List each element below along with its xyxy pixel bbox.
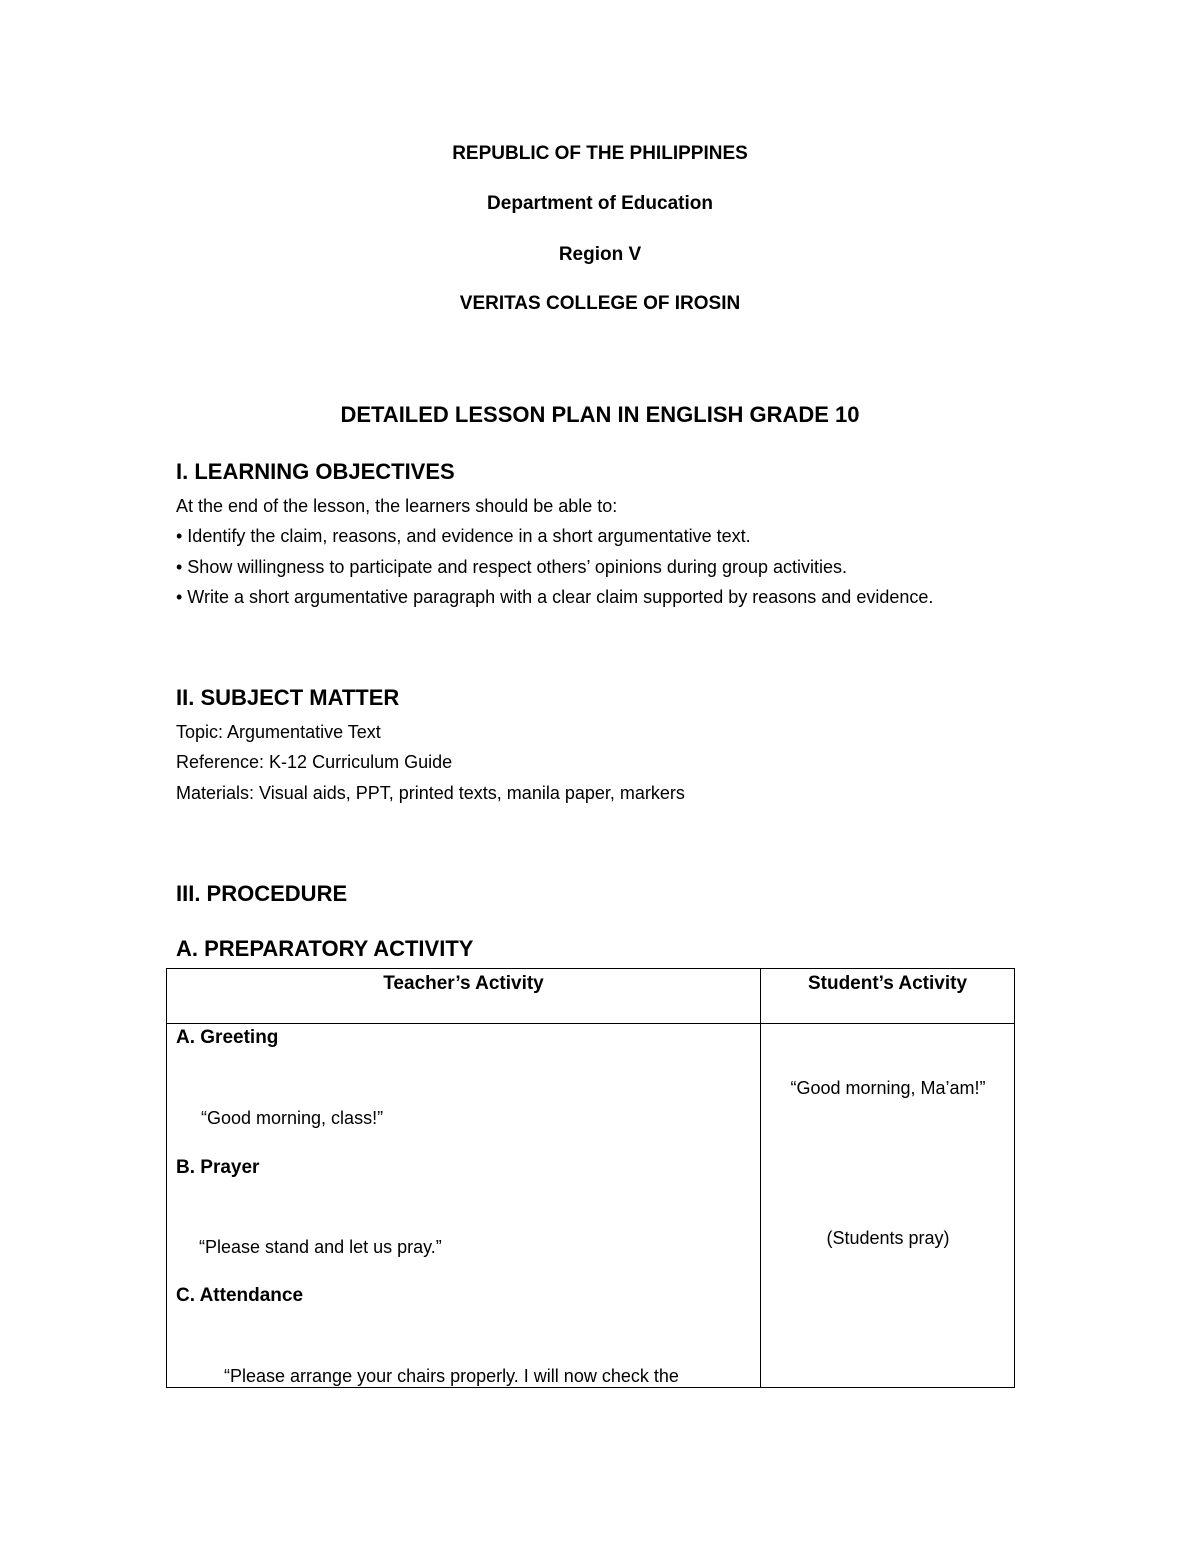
activity-table bbox=[166, 968, 1015, 1388]
header-region: Region V bbox=[558, 244, 642, 265]
teacher-activity-header: Teacher’s Activity bbox=[167, 969, 761, 1024]
objectives-intro: At the end of the lesson, the learners should be able to: bbox=[176, 496, 618, 516]
greeting-label: A. Greeting bbox=[176, 1027, 279, 1048]
subject-reference: Reference: K-12 Curriculum Guide bbox=[176, 752, 453, 772]
objectives-heading: I. LEARNING OBJECTIVES bbox=[176, 459, 455, 484]
attendance-label: C. Attendance bbox=[176, 1285, 304, 1306]
prayer-student-line: (Students pray) bbox=[826, 1228, 950, 1248]
subject-matter-heading: II. SUBJECT MATTER bbox=[176, 685, 400, 710]
greeting-teacher-line: “Good morning, class!” bbox=[201, 1108, 384, 1128]
attendance-teacher-line: “Please arrange your chairs properly. I will now check the bbox=[224, 1366, 679, 1386]
prayer-label: B. Prayer bbox=[176, 1157, 260, 1178]
student-activity-header: Student’s Activity bbox=[761, 969, 1015, 1024]
greeting-student-line: “Good morning, Ma’am!” bbox=[790, 1078, 986, 1098]
objective-item: • Identify the claim, reasons, and evidence in a short argumentative text. bbox=[176, 526, 751, 546]
objective-item: • Write a short argumentative paragraph with a clear claim supported by reasons and evidence. bbox=[176, 587, 934, 607]
table-row bbox=[167, 1024, 1015, 1388]
header-department: Department of Education bbox=[487, 193, 713, 214]
student-activity-cell bbox=[761, 1024, 1015, 1388]
header-school: VERITAS COLLEGE OF IROSIN bbox=[459, 293, 741, 314]
procedure-heading: III. PROCEDURE bbox=[176, 881, 348, 906]
table-header-row bbox=[167, 969, 1015, 1024]
subject-materials: Materials: Visual aids, PPT, printed texts, manila paper, markers bbox=[176, 783, 685, 803]
prayer-teacher-line: “Please stand and let us pray.” bbox=[199, 1237, 442, 1257]
preparatory-activity-heading: A. PREPARATORY ACTIVITY bbox=[176, 936, 474, 961]
objective-item: • Show willingness to participate and respect others’ opinions during group activities. bbox=[176, 557, 848, 577]
document-title: DETAILED LESSON PLAN IN ENGLISH GRADE 10 bbox=[340, 402, 860, 427]
header-republic: REPUBLIC OF THE PHILIPPINES bbox=[452, 143, 748, 164]
subject-topic: Topic: Argumentative Text bbox=[176, 722, 381, 742]
teacher-activity-cell bbox=[167, 1024, 761, 1388]
